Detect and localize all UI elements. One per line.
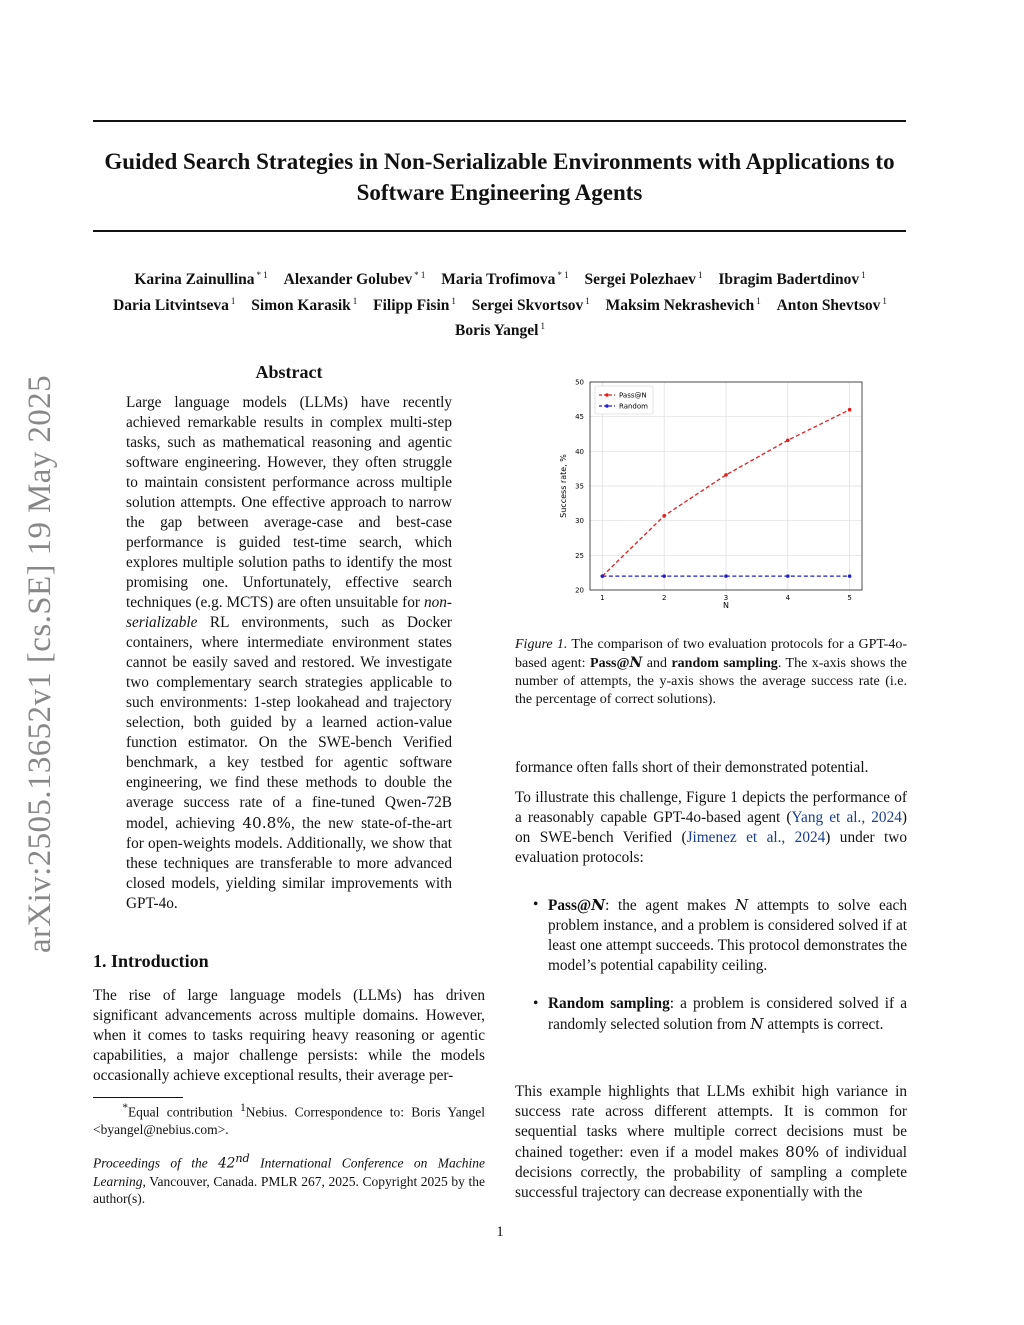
page-number: 1 [496,1224,504,1240]
author-affiliation-mark: * 1 [414,270,426,280]
chart-y-tick-label: 35 [575,482,584,491]
chart-legend-marker [605,404,609,408]
author-entry [606,297,761,314]
citation-jimenez-2024[interactable]: Jimenez et al., 2024 [686,829,826,846]
chart-data-point [601,574,605,578]
chart-y-tick-label: 25 [575,551,584,560]
author-affiliation-mark: 1 [585,295,590,306]
chart-data-point [786,574,790,578]
author-name: Anton Shevtsov [776,296,881,314]
chart-x-tick-label: 5 [847,594,852,602]
chart-x-tick-label: 1 [600,594,605,602]
author-affiliation-mark: 1 [352,295,358,306]
chart-y-tick-label: 50 [575,378,584,387]
chart-data-point [662,574,666,578]
author-name: Alexander Golubev [283,271,413,289]
introduction-continuation: formance often falls short of their demonstrated potential. [515,759,869,776]
example-paragraph: This example highlights that LLMs exhibit high variance in success rate across different attempts. It is common for sequential tasks where multiple correct decisions must be chained together: even if a model makes 80% of individual decisions correctly, the probability of sampling a complete successful trajectory can decrease exponentially with the [515,1083,907,1201]
author-list [80,265,920,342]
chart-data-point [848,408,852,412]
author-entry [441,271,568,288]
chart-data-point [786,438,790,442]
author-affiliation-mark: * 1 [557,270,569,280]
author-entry [777,297,887,314]
author-name: Maksim Nekrashevich [605,296,755,314]
chart-x-tick-label: 4 [785,594,791,602]
author-name: Ibragim Badertdinov [718,271,860,289]
chart-x-tick-label: 3 [723,594,729,602]
author-entry [284,271,426,288]
chart-legend-marker [605,393,609,397]
chart-y-axis-label: Success rate, % [559,454,568,518]
author-affiliation-mark: 1 [697,270,703,280]
chart-data-point [662,514,666,518]
author-name: Filipp Fisin [373,296,450,314]
abstract-heading: Abstract [255,362,323,382]
abstract-body: Large language models (LLMs) have recently achieved remarkable results in complex multi-step tasks, such as mathematical reasoning and agentic software engineering. However, they often struggle to maintain consistent performance across multiple solution attempts. One effective approach to narrow the gap between average-case and best-case performance is guided test-time search, which explores multiple solution paths to identify the most promising one. Unfortunately, effective search techniques (e.g. MCTS) are often unsuitable for non-serializable RL environments, such as Docker containers, where intermediate environment states cannot be easily saved and restored. We investigate two complementary search strategies applicable to such environments: 1-step lookahead and trajectory selection, both guided by a learned action-value function estimator. On the SWE-bench Verified benchmark, a key testbed for agentic software engineering, we find these methods to double the average success rate of a fine-tuned Qwen-72B model, achieving 40.8%, the new state-of-the-art for open-weights models. Additionally, we show that these techniques are transferable to more advanced closed models, yielding similar improvements with GPT-4o. [126,394,453,912]
author-entry [113,297,235,314]
author-name: Sergei Skvortsov [471,296,584,314]
author-affiliation-mark: 1 [861,270,866,280]
author-affiliation-mark: 1 [882,295,887,306]
introduction-body: The rise of large language models (LLMs) has driven significant advancements across multiple domains. However, when it comes to tasks requiring heavy reasoning or agentic capabilities, a major challenge persists: while the models occasionally achieve exceptional results, their average per- [93,987,485,1084]
author-entry [455,322,545,339]
paper-title: Guided Search Strategies in Non-Serializable Environments with Applications to Software Engineering Agents [104,149,895,205]
author-affiliation-mark: 1 [756,295,761,306]
success-rate-chart [540,372,880,612]
arxiv-identifier: arXiv:2505.13652v1 [cs.SE] 19 May 2025 [22,375,58,953]
author-affiliation-mark: * 1 [256,270,268,280]
author-affiliation-mark: 1 [451,295,456,306]
author-entry [134,271,267,288]
chart-legend [595,386,653,414]
chart-y-tick-label: 40 [575,447,584,456]
author-name: Boris Yangel [455,322,539,340]
author-entry [472,297,590,314]
chart-data-point [724,574,728,578]
introduction-heading: 1. Introduction [93,951,209,971]
chart-y-axis-ticks [575,379,584,595]
bullet-pass-at-n: • Pass@N: the agent makes N attempts to solve each problem instance, and a problem is considered solved if at least one attempt succeeds. This protocol demonstrates the model’s potential capability ceiling. [533,896,907,974]
illustration-paragraph: To illustrate this challenge, Figure 1 depicts the performance of a reasonably capable GPT-4o-based agent (Yang et al., 2024) on SWE-bench Verified (Jimenez et al., 2024) under two evaluation protocols: [515,789,907,866]
figure-caption: Figure 1. The comparison of two evaluation protocols for a GPT-4o-based agent: Pass@N and random sampling. The x-axis shows the number of attempts, the y-axis shows the average success rate (i.e. the percentage of correct solutions). [515,637,907,707]
bullet-random-sampling: • Random sampling: a problem is considered solved if a randomly selected solution from N attempts is correct. [533,995,907,1033]
citation-yang-2024[interactable]: Yang et al., 2024 [791,809,902,826]
author-name: Daria Litvintseva [113,296,229,314]
chart-y-tick-label: 45 [575,413,584,422]
author-affiliation-mark: 1 [230,295,236,306]
chart-legend-label: Random [619,402,648,411]
footnote: *Equal contribution $^1$Nebius. Correspondence to: Boris Yangel <byangel@nebius.com>. [93,1102,485,1137]
chart-y-tick-label: 20 [575,586,584,595]
author-name: Sergei Polezhaev [584,271,696,289]
author-entry [251,297,357,314]
author-entry [373,297,456,314]
author-entry [718,271,865,288]
chart-y-tick-label: 30 [575,517,584,526]
chart-x-tick-label: 2 [661,594,667,602]
author-name: Karina Zainullina [134,271,255,289]
title-top-rule [93,120,906,122]
author-entry [584,271,702,288]
author-name: Simon Karasik [251,296,351,314]
title-bottom-rule [93,230,906,232]
author-name: Maria Trofimova [441,271,556,289]
author-affiliation-mark: 1 [540,321,545,332]
chart-legend-label: Pass@N [619,391,647,400]
chart-data-point [848,574,852,578]
chart-x-axis-label: N [723,601,729,610]
proceedings-note: Proceedings of the 42nd International Conference on Machine Learning, Vancouver, Canada. PMLR 267, 2025. Copyright 2025 by the author(s). [93,1152,485,1206]
footnote-rule [93,1097,183,1098]
chart-data-point [724,473,728,477]
